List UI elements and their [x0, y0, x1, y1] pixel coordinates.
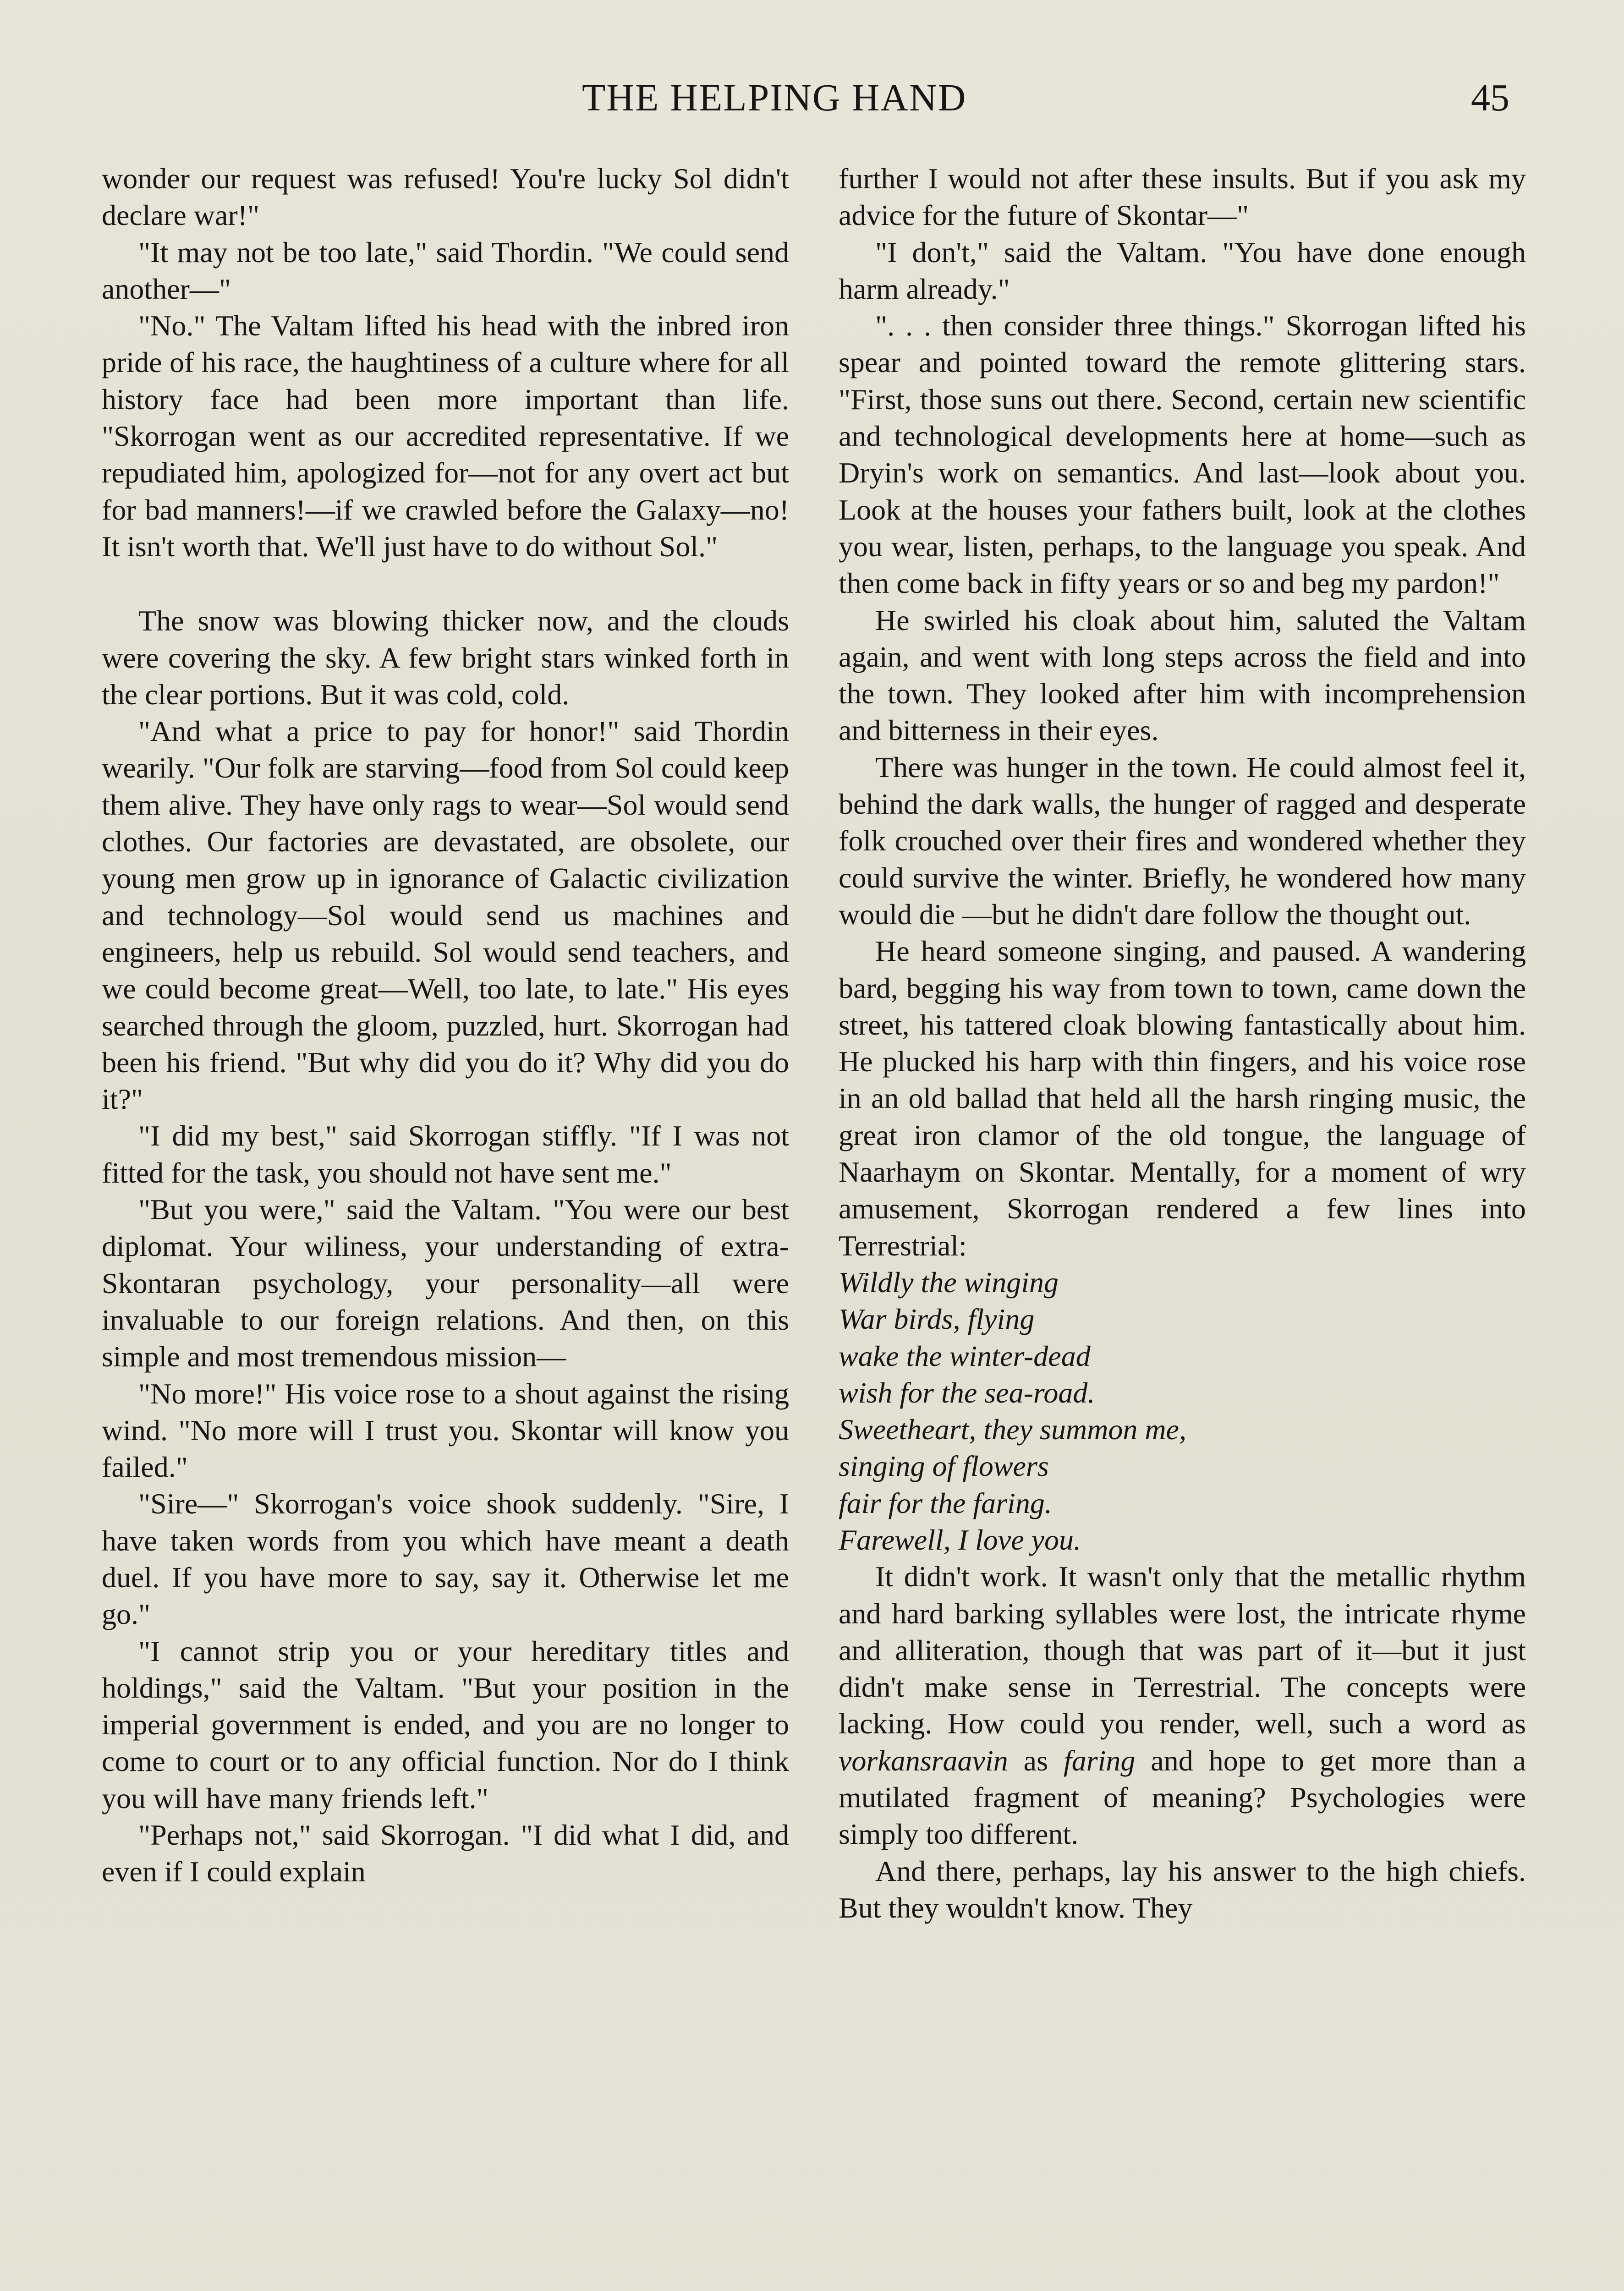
text-run: and hope to get more than a mutilated fragment of meaning? Psychologies were simply too different. — [839, 1744, 1526, 1851]
paragraph: "Perhaps not," said Skorrogan. "I did what I did, and even if I could explain — [102, 1819, 789, 1888]
right-column — [839, 160, 1526, 1926]
verse-line: Sweetheart, they summon me, — [839, 1413, 1186, 1446]
paragraph: wonder our request was refused! You're lucky Sol didn't declare war!" — [102, 162, 789, 232]
paragraph: And there, perhaps, lay his answer to the high chiefs. But they wouldn't know. They — [839, 1854, 1526, 1924]
paragraph: There was hunger in the town. He could almost feel it, behind the dark walls, the hunger of ragged and desperate folk crouched over their fires and wondered whether they could survive the winter. Briefly, he wondered how many would die —but he didn't dare follow the thought out. — [839, 751, 1526, 931]
paragraph: The snow was blowing thicker now, and the clouds were covering the sky. A few bright stars winked forth in the clear portions. But it was cold, cold. — [102, 604, 789, 711]
italic-word: faring — [1063, 1744, 1136, 1777]
page-header — [0, 76, 1624, 135]
paragraph: He swirled his cloak about him, saluted the Valtam again, and went with long steps across the field and into the town. They looked after him with incomprehension and bitterness in their eyes. — [839, 603, 1526, 747]
verse-line: Wildly the winging — [839, 1266, 1059, 1299]
paragraph: "And what a price to pay for honor!" said Thordin wearily. "Our folk are starving—food from Sol could keep them alive. They have only rags to wear—Sol would send clothes. Our factories are devastated, are obsolete, our young men grow up in ignorance of Galactic civilization and technology—Sol would send us machines and engineers, help us rebuild. Sol would send teachers, and we could become great—Well, too late, to late." His eyes searched through the gloom, puzzled, hurt. Skorrogan had been his friend. "But why did you do it? Why did you do it?" — [102, 715, 789, 1116]
paragraph: "No more!" His voice rose to a shout against the rising wind. "No more will I trust you. Skontar will know you failed." — [102, 1377, 789, 1484]
verse-line: wish for the sea-road. — [839, 1376, 1095, 1409]
left-column — [102, 160, 789, 1891]
verse-line: Farewell, I love you. — [839, 1523, 1081, 1556]
paragraph: He heard someone singing, and paused. A wandering bard, begging his way from town to town, came down the street, his tattered cloak blowing fantastically about him. He plucked his harp with thin fingers, and his voice rose in an old ballad that held all the harsh ringing music, the great iron clamor of the old tongue, the language of Naarhaym on Skontar. Mentally, for a moment of wry amusement, Skorrogan rendered a few lines into Terrestrial: — [839, 935, 1526, 1262]
paragraph: "Sire—" Skorrogan's voice shook suddenly. "Sire, I have taken words from you which have meant a death duel. If you have more to say, say it. Otherwise let me go." — [102, 1487, 789, 1631]
verse-line: fair for the faring. — [839, 1486, 1052, 1519]
paragraph: "It may not be too late," said Thordin. "We could send another—" — [102, 236, 789, 305]
running-title: THE HELPING HAND — [582, 77, 967, 119]
paragraph: ". . . then consider three things." Skorrogan lifted his spear and pointed toward the remote glittering stars. "First, those suns out there. Second, certain new scientific and technological developments here at home—such as Dryin's work on semantics. And last—look about you. Look at the houses your fathers built, look at the clothes you wear, listen, perhaps, to the language you speak. And then come back in fifty years or so and beg my pardon!" — [839, 309, 1526, 600]
paragraph: "I don't," said the Valtam. "You have done enough harm already." — [839, 236, 1526, 305]
text-run: It didn't work. It wasn't only that the metallic rhythm and hard barking syllables were lost, the intricate rhyme and alliteration, though that was part of it—but it just didn't make sense in Terrestrial. The concepts were lacking. How could you render, well, such a word as — [839, 1560, 1526, 1740]
verse-line: singing of flowers — [839, 1450, 1049, 1483]
italic-word: vorkansraavin — [839, 1744, 1008, 1777]
paragraph: "No." The Valtam lifted his head with the inbred iron pride of his race, the haughtiness of a culture where for all history face had been more important than life. "Skorrogan went as our accredited representative. If we repudiated him, apologized for—not for any overt act but for bad manners!—if we crawled before the Galaxy—no! It isn't worth that. We'll just have to do without Sol." — [102, 309, 789, 563]
paragraph — [839, 1558, 1526, 1853]
paragraph: "I did my best," said Skorrogan stiffly. "If I was not fitted for the task, you should not have sent me." — [102, 1119, 789, 1189]
verse-line: wake the winter-dead — [839, 1339, 1091, 1372]
text-run: as — [1008, 1744, 1064, 1777]
paragraph: further I would not after these insults. But if you ask my advice for the future of Skontar—" — [839, 162, 1526, 232]
paragraph: "I cannot strip you or your hereditary titles and holdings," said the Valtam. "But your position in the imperial government is ended, and you are no longer to come to court or to any official function. Nor do I think you will have many friends left." — [102, 1634, 789, 1814]
verse-line: War birds, flying — [839, 1303, 1035, 1336]
page-number: 45 — [1471, 77, 1509, 119]
paragraph: "But you were," said the Valtam. "You were our best diplomat. Your wiliness, your understanding of extra-Skontaran psychology, your personality—all were invaluable to our foreign relations. And then, on this simple and most tremendous mission— — [102, 1193, 789, 1373]
ballad-verse — [839, 1264, 1526, 1558]
